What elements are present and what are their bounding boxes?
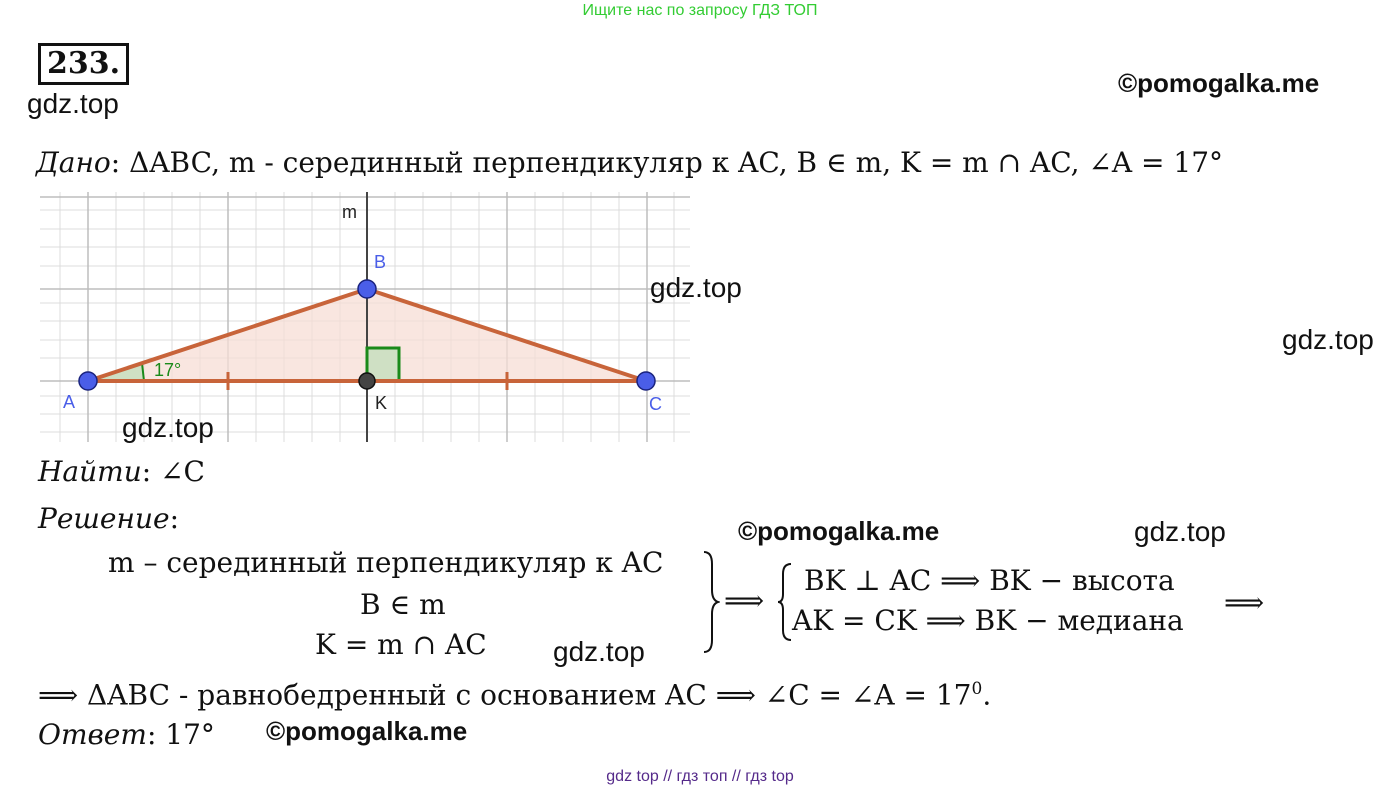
conclusion-period: . <box>982 678 992 712</box>
point-k <box>359 373 375 389</box>
conclusion-line <box>38 672 991 712</box>
geometry-figure <box>40 192 690 442</box>
result-2: AK = CK ⟹ BK − медиана <box>792 604 1184 637</box>
point-b <box>358 280 376 298</box>
label-m: m <box>342 202 357 222</box>
label-a: A <box>63 392 76 412</box>
answer-text: : 17° <box>146 718 215 751</box>
watermark: gdz.top <box>553 636 645 667</box>
ad-banner[interactable]: Ищите нас по запросу ГДЗ ТОП <box>582 2 818 19</box>
watermark: gdz.top <box>650 272 742 303</box>
point-c <box>637 372 655 390</box>
solution-label: Решение <box>38 502 170 535</box>
conclusion-text: ⟹ ΔABC - равнобедренный с основанием AC ⟹ ∠C = ∠A = 17 <box>38 678 972 712</box>
given-line <box>36 146 1223 180</box>
result-1: BK ⊥ AC ⟹ BK − высота <box>804 564 1175 597</box>
label-k: K <box>375 393 388 413</box>
conclusion-degree: 0 <box>971 679 983 699</box>
find-label: Найти <box>38 455 142 488</box>
label-angle: 17° <box>154 360 182 380</box>
label-c: C <box>649 394 662 414</box>
find-text: : ∠C <box>141 455 205 488</box>
find-line <box>38 455 205 489</box>
solution-heading <box>38 502 179 536</box>
given-text: : ΔABC, m - серединный перпендикуляр к AC, B ∈ m, K = m ∩ AC, ∠A = 17° <box>110 146 1224 179</box>
footer-links[interactable]: gdz top // гдз топ // гдз top <box>606 768 794 785</box>
given-label: Дано <box>36 146 111 179</box>
watermark: gdz.top <box>1134 516 1226 547</box>
right-brace <box>700 550 720 654</box>
solution-colon: : <box>169 502 179 535</box>
condition-3: K = m ∩ AC <box>315 628 487 661</box>
implies-arrow-end: ⟹ <box>1224 586 1265 619</box>
answer-label: Ответ <box>38 718 147 751</box>
copyright-watermark: ©pomogalka.me <box>1118 68 1320 98</box>
copyright-watermark: ©pomogalka.me <box>266 716 468 746</box>
copyright-watermark: ©pomogalka.me <box>738 516 940 546</box>
watermark: gdz.top <box>1282 324 1374 355</box>
problem-number: 233. <box>38 43 129 85</box>
watermark: gdz.top <box>122 412 214 443</box>
point-a <box>79 372 97 390</box>
answer-line <box>38 718 215 752</box>
watermark: gdz.top <box>27 88 119 119</box>
label-b: B <box>374 252 387 272</box>
condition-2: B ∈ m <box>360 588 446 621</box>
implies-arrow: ⟹ <box>724 584 765 617</box>
condition-1: m – серединный перпендикуляр к AC <box>108 546 664 579</box>
